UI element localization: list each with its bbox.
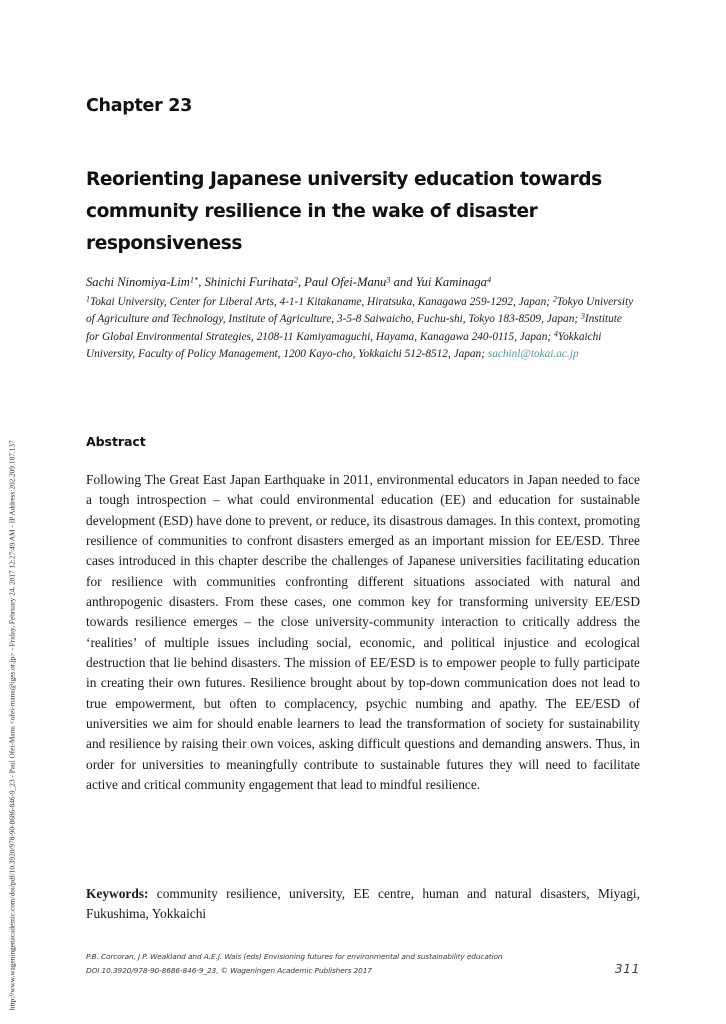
page-number: 311: [614, 962, 640, 976]
affiliation-text: $^1$Tokai University, Center for Liberal Arts, 4-1-1 Kitakaname, Hiratsuka, Kanagawa 259-1292, Japan; $^2$Tokyo University of Agriculture and Technology, Institute of Agriculture, 3-5-8 Saiwaicho, Fuchu-shi, Tokyo 183-8509, Japan; $^3$Institute for Global Environmental Strategies, 2108-11 Kamiyamaguchi, Hayama, Kanagawa 240-0115, Japan; $^4$Yokkaichi University, Faculty of Policy Management, 1200 Kayo-cho, Yokkaichi 512-8512, Japan;: [86, 294, 634, 360]
keywords-block: [86, 884, 640, 925]
page-title: Reorienting Japanese university education towards community resilience in the wake of disaster responsiveness: [86, 169, 602, 255]
chapter-number-heading: Chapter 23: [86, 96, 192, 116]
author-list: Sachi Ninomiya-Lim$^{1*}$, Shinichi Furihata$^2$, Paul Ofei-Manu$^3$ and Yui Kaminaga$^4$: [86, 275, 492, 289]
page-footer: [86, 950, 640, 990]
keywords-values: community resilience, university, EE centre, human and natural disasters, Miyagi, Fukushima, Yokkaichi: [86, 886, 640, 922]
abstract-heading: Abstract: [86, 434, 146, 449]
footer-doi-line: DOI 10.3920/978-90-8686-846-9_23, © Wageningen Academic Publishers 2017: [86, 965, 372, 975]
document-page: [86, 0, 640, 1024]
access-watermark-text: http://www.wageningenacademic.com/doi/pdf/10.3920/978-90-8686-846-9_23 - Paul Ofei-Manu <ofei-manu@iges.or.jp> - Friday, February 24, 2017 12:27:49 AM - IP Address:202.209.187.137: [8, 440, 17, 1010]
corresponding-author-email-link[interactable]: sachinl@tokai.ac.jp: [487, 347, 579, 360]
affiliation-block: [86, 294, 637, 363]
keywords-label: Keywords:: [86, 886, 149, 901]
access-watermark-strip: [0, 0, 26, 1024]
abstract-body-text: Following The Great East Japan Earthquake in 2011, environmental educators in Japan needed to face a tough introspection – what could environmental education (EE) and education for sustainable development (ESD) have done to prevent, or reduce, its disastrous damages. In this context, promoting resilience of communities to confront disasters emerged as an important mission for EE/ESD. Three cases introduced in this chapter describe the challenges of Japanese universities facilitating education for resilience with communities confronting different situations associated with natural and anthropogenic disasters. From these cases, one common key for transforming university EE/ESD towards resilience emerges – the close university-community interaction to critically address the ‘realities’ of multiple issues including social, economic, and political injustice and ecological destruction that lie behind disasters. The mission of EE/ESD is to empower people to fully participate in creating their own futures. Resilience brought about by top-down communication does not lead to true empowerment, but often to complacency, psychic numbing and apathy. The EE/ESD of universities we aim for should enable learners to lead the transformation of society for sustainability and resilience by raising their own voices, asking difficult questions and demanding answers. Thus, in order for universities to meaningfully contribute to sustainable futures they will need to facilitate active and critical community engagement that lead to mindful resilience.: [86, 472, 640, 793]
footer-citation-line: P.B. Corcoran, J.P. Weakland and A.E.J. Wals (eds) Envisioning futures for environmental and sustainability education: [86, 952, 503, 961]
